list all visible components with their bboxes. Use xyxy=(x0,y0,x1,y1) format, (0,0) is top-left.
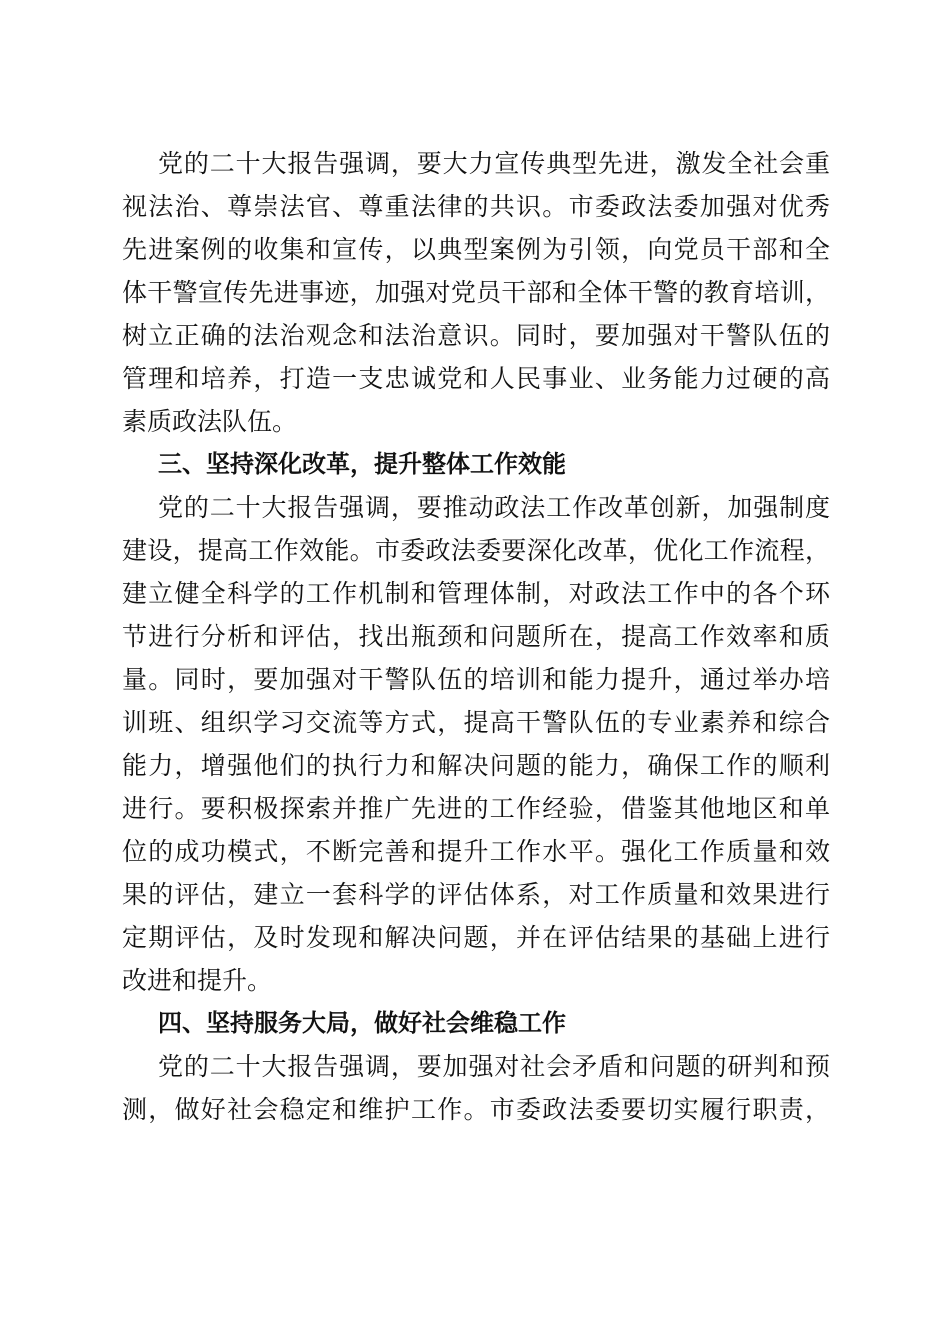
text-line: 量。同时，要加强对干警队伍的培训和能力提升，通过举办培 xyxy=(122,665,830,694)
text-line: 体干警宣传先进事迹，加强对党员干部和全体干警的教育培训， xyxy=(122,278,830,307)
paragraph-reform xyxy=(122,486,830,1002)
section-heading-stability: 四、坚持服务大局，做好社会维稳工作 xyxy=(158,1009,566,1037)
text-line: 党的二十大报告强调，要加强对社会矛盾和问题的研判和预 xyxy=(158,1052,830,1081)
text-line: 建立健全科学的工作机制和管理体制，对政法工作中的各个环 xyxy=(122,579,830,608)
text-line: 训班、组织学习交流等方式，提高干警队伍的专业素养和综合 xyxy=(122,708,830,737)
text-line: 能力，增强他们的执行力和解决问题的能力，确保工作的顺利 xyxy=(122,751,830,780)
text-line: 建设，提高工作效能。市委政法委要深化改革，优化工作流程， xyxy=(122,536,830,565)
text-line: 视法治、尊崇法官、尊重法律的共识。市委政法委加强对优秀 xyxy=(122,192,830,221)
paragraph-typical-examples xyxy=(122,142,830,443)
paragraph-stability xyxy=(122,1045,830,1131)
text-line: 管理和培养，打造一支忠诚党和人民事业、业务能力过硬的高 xyxy=(122,364,830,393)
text-line: 位的成功模式，不断完善和提升工作水平。强化工作质量和效 xyxy=(122,837,830,866)
text-line: 测，做好社会稳定和维护工作。市委政法委要切实履行职责， xyxy=(122,1095,830,1124)
text-line: 定期评估，及时发现和解决问题，并在评估结果的基础上进行 xyxy=(122,923,830,952)
text-line: 党的二十大报告强调，要推动政法工作改革创新，加强制度 xyxy=(158,493,830,522)
text-line: 树立正确的法治观念和法治意识。同时，要加强对干警队伍的 xyxy=(122,321,830,350)
document-body xyxy=(122,142,830,1131)
text-line: 进行。要积极探索并推广先进的工作经验，借鉴其他地区和单 xyxy=(122,794,830,823)
section-heading-reform: 三、坚持深化改革，提升整体工作效能 xyxy=(158,450,566,478)
text-line: 先进案例的收集和宣传，以典型案例为引领，向党员干部和全 xyxy=(122,235,830,264)
text-line: 党的二十大报告强调，要大力宣传典型先进，激发全社会重 xyxy=(158,149,830,178)
text-line: 节进行分析和评估，找出瓶颈和问题所在，提高工作效率和质 xyxy=(122,622,830,651)
text-line: 改进和提升。 xyxy=(122,966,273,995)
text-line: 果的评估，建立一套科学的评估体系，对工作质量和效果进行 xyxy=(122,880,830,909)
text-line: 素质政法队伍。 xyxy=(122,407,298,436)
